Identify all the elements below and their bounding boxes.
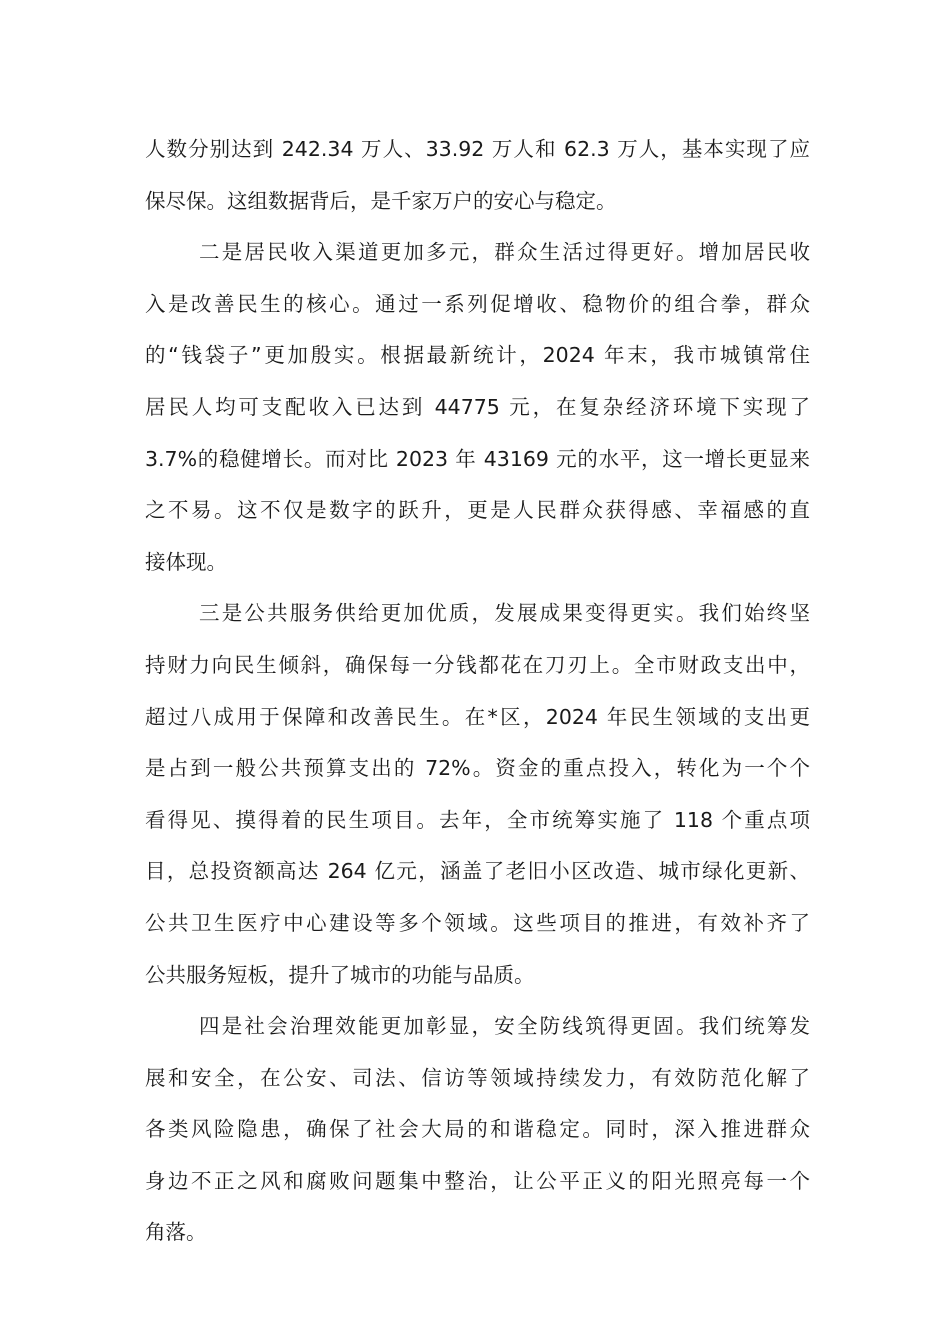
text-line: 四是社会治理效能更加彰显，安全防线筑得更固。我们统筹发	[199, 1014, 810, 1039]
text-line: 看得见、摸得着的民生项目。去年，全市统筹实施了 118 个重点项	[145, 807, 810, 832]
text-line: 展和安全，在公安、司法、信访等领域持续发力，有效防范化解了	[145, 1065, 810, 1090]
text-line: 接体现。	[145, 549, 227, 574]
text-line: 目，总投资额高达 264 亿元，涵盖了老旧小区改造、城市绿化更新、	[145, 859, 810, 884]
text-line: 角落。	[145, 1220, 207, 1245]
text-line: 各类风险隐患，确保了社会大局的和谐稳定。同时，深入推进群众	[145, 1117, 810, 1142]
text-line: 之不易。这不仅是数字的跃升，更是人民群众获得感、幸福感的直	[145, 498, 810, 523]
text-line: 二是居民收入渠道更加多元，群众生活过得更好。增加居民收	[199, 240, 810, 265]
text-line: 身边不正之风和腐败问题集中整治，让公平正义的阳光照亮每一个	[145, 1168, 810, 1193]
document-body	[145, 124, 810, 1259]
text-line: 三是公共服务供给更加优质，发展成果变得更实。我们始终坚	[199, 601, 810, 626]
text-line: 公共卫生医疗中心建设等多个领域。这些项目的推进，有效补齐了	[145, 910, 810, 935]
text-line: 人数分别达到 242.34 万人、33.92 万人和 62.3 万人，基本实现了应	[145, 137, 810, 161]
text-line: 保尽保。这组数据背后，是千家万户的安心与稳定。	[145, 188, 617, 213]
text-line: 持财力向民生倾斜，确保每一分钱都花在刀刃上。全市财政支出中，	[145, 652, 810, 677]
text-line: 3.7%的稳健增长。而对比 2023 年 43169 元的水平，这一增长更显来	[145, 446, 810, 471]
text-line: 公共服务短板，提升了城市的功能与品质。	[145, 962, 535, 987]
text-line: 是占到一般公共预算支出的 72%。资金的重点投入，转化为一个个	[145, 756, 810, 781]
text-line: 超过八成用于保障和改善民生。在*区，2024 年民生领域的支出更	[145, 704, 810, 729]
text-line: 入是改善民生的核心。通过一系列促增收、稳物价的组合拳，群众	[145, 291, 810, 316]
text-line: 的“钱袋子”更加殷实。根据最新统计，2024 年末，我市城镇常住	[145, 343, 810, 368]
text-line: 居民人均可支配收入已达到 44775 元，在复杂经济环境下实现了	[145, 394, 810, 419]
